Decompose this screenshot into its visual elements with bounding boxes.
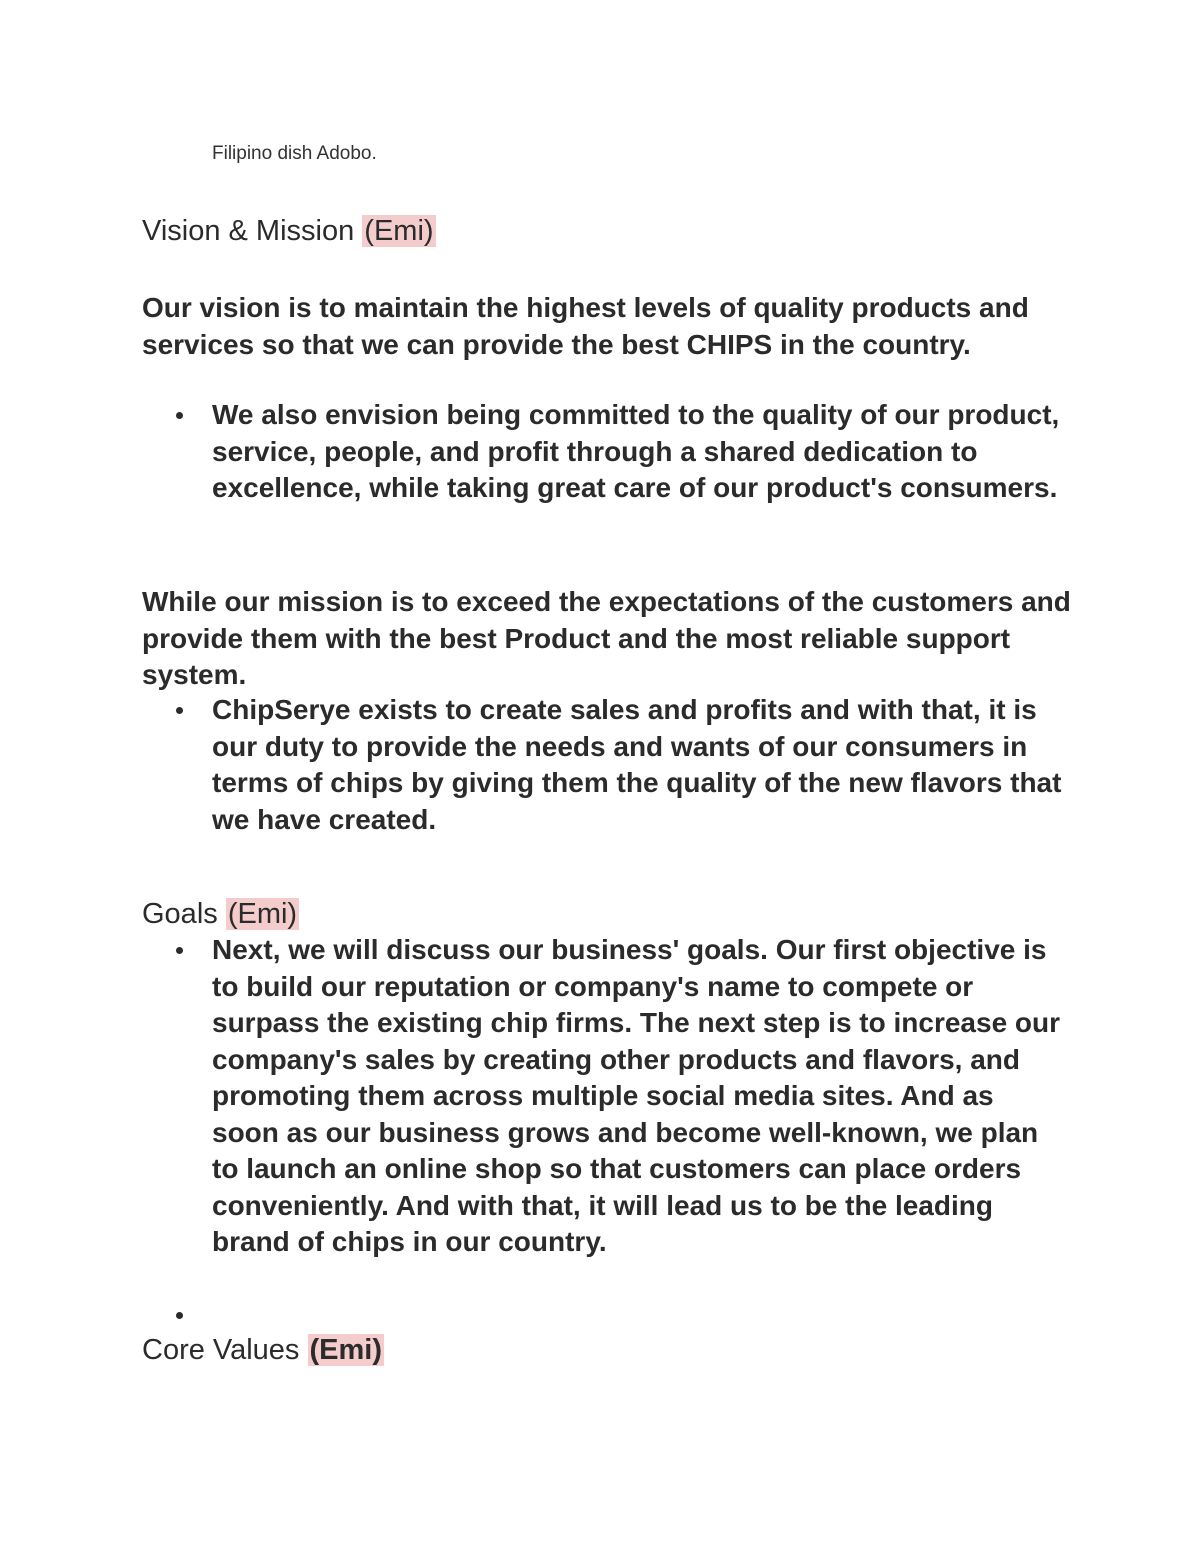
list-item	[142, 932, 1062, 1261]
goals-bullet-list	[142, 932, 1062, 1261]
core-values-heading	[142, 1331, 384, 1369]
goals-heading	[142, 895, 299, 933]
goals-heading-text: Goals	[142, 898, 218, 930]
intro-line: Filipino dish Adobo.	[212, 143, 377, 164]
goals-tag: (Emi)	[227, 898, 298, 930]
core-values-heading-text: Core Values	[142, 1334, 300, 1366]
vision-bullet-list	[142, 397, 1062, 507]
mission-bullet-list	[142, 692, 1062, 838]
list-item	[142, 397, 1062, 507]
vision-mission-tag: (Emi)	[364, 215, 434, 247]
vision-mission-heading	[142, 212, 436, 250]
empty-bullet-icon	[176, 1312, 183, 1319]
bullet-icon	[176, 707, 183, 714]
mission-paragraph: While our mission is to exceed the expectations of the customers and provide them with the best Product and the most reliable support system.	[142, 586, 1071, 690]
vision-paragraph: Our vision is to maintain the highest levels of quality products and services so that we can provide the best CHIPS in the country.	[142, 292, 1029, 360]
bullet-icon	[176, 412, 183, 419]
bullet-icon	[176, 947, 183, 954]
list-item	[142, 692, 1062, 838]
mission-bullet-text: ChipSerye exists to create sales and profits and with that, it is our duty to provide the needs and wants of our consumers in terms of chips by giving them the quality of the new flavors that we have created.	[212, 694, 1062, 835]
goals-bullet-text: Next, we will discuss our business' goals. Our first objective is to build our reputation or company's name to compete or surpass the existing chip firms. The next step is to increase our company's sales by creating other products and flavors, and promoting them across multiple social media sites. And as soon as our business grows and become well-known, we plan to launch an online shop so that customers can place orders conveniently. And with that, it will lead us to be the leading brand of chips in our country.	[212, 934, 1061, 1257]
vision-mission-heading-text: Vision & Mission	[142, 215, 355, 247]
vision-bullet-text: We also envision being committed to the quality of our product, service, people, and profit through a shared dedication to excellence, while taking great care of our product's consumers.	[212, 399, 1060, 503]
core-values-tag: (Emi)	[309, 1334, 382, 1366]
